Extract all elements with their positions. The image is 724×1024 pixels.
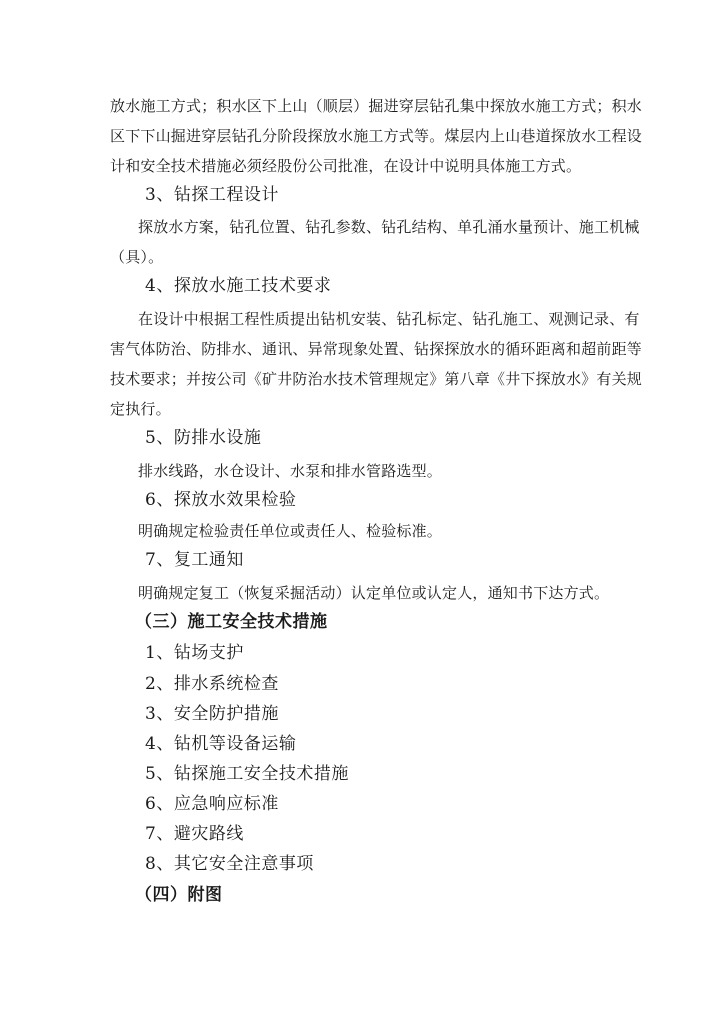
item4-heading: 4、探放水施工技术要求	[145, 276, 332, 296]
section3-item-6: 6、应急响应标准	[145, 794, 279, 814]
item5-line-1: 排水线路，水仓设计、水泵和排水管路选型。	[138, 462, 443, 480]
item5-heading: 5、防排水设施	[145, 428, 262, 448]
item4-line-1: 在设计中根据工程性质提出钻机安装、钻孔标定、钻孔施工、观测记录、有	[138, 310, 640, 328]
section3-item-5: 5、钻探施工安全技术措施	[145, 764, 349, 784]
section3-item-8: 8、其它安全注意事项	[145, 854, 314, 874]
section3-item-2: 2、排水系统检查	[145, 674, 279, 694]
item7-line-1: 明确规定复工（恢复采掘活动）认定单位或认定人，通知书下达方式。	[138, 584, 610, 602]
section3-item-3: 3、安全防护措施	[145, 704, 279, 724]
item4-line-4: 定执行。	[110, 400, 171, 418]
item3-heading: 3、钻探工程设计	[145, 185, 279, 205]
section4-title: （四）附图	[135, 885, 223, 905]
item4-line-2: 害气体防治、防排水、通讯、异常现象处置、钻探探放水的循环距离和超前距等	[110, 340, 643, 358]
item3-line-2: （具）。	[110, 248, 164, 266]
section3-title: （三）施工安全技术措施	[135, 612, 328, 632]
item6-line-1: 明确规定检验责任单位或责任人、检验标准。	[138, 522, 443, 540]
section3-item-7: 7、避灾路线	[145, 824, 244, 844]
section3-item-4: 4、钻机等设备运输	[145, 734, 297, 754]
item4-line-3: 技术要求；并按公司《矿井防治水技术管理规定》第八章《井下探放水》有关规	[110, 370, 643, 388]
section3-item-1: 1、钻场支护	[145, 643, 244, 663]
item3-line-1: 探放水方案，钻孔位置、钻孔参数、钻孔结构、单孔涌水量预计、施工机械	[138, 218, 640, 236]
item6-heading: 6、探放水效果检验	[145, 490, 297, 510]
intro-line-2: 区下下山掘进穿层钻孔分阶段探放水施工方式等。煤层内上山巷道探放水工程设	[110, 127, 643, 145]
intro-line-3: 计和安全技术措施必须经股份公司批准，在设计中说明具体施工方式。	[110, 157, 582, 175]
intro-line-1: 放水施工方式；积水区下上山（顺层）掘进穿层钻孔集中探放水施工方式；积水	[110, 97, 643, 115]
item7-heading: 7、复工通知	[145, 550, 244, 570]
